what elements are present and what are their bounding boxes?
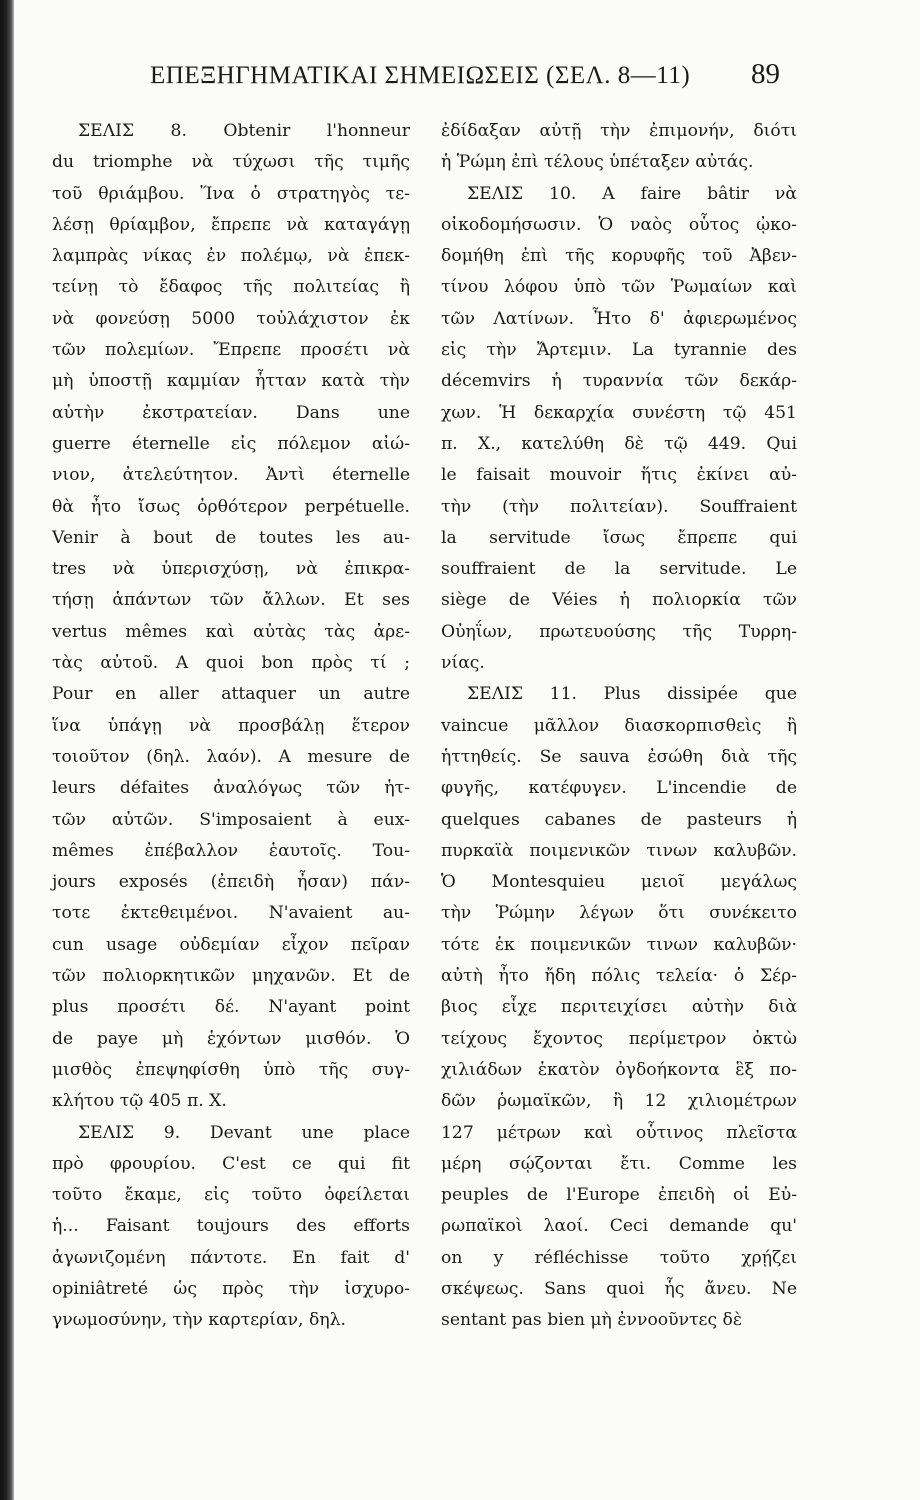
right-column bbox=[441, 116, 797, 1337]
text-line: on y réfléchisse τοῦτο χρῄζει bbox=[441, 1247, 797, 1268]
text-line: μισθὸς ἐπεψηφίσθη ὑπὸ τῆς συγ- bbox=[52, 1059, 410, 1080]
text-line: δομήθη ἐπὶ τῆς κορυφῆς τοῦ Ἀβεν- bbox=[441, 246, 797, 267]
text-line: plus προσέτι δέ. N'ayant point bbox=[52, 997, 410, 1018]
text-line: πρὸ φρουρίου. C'est ce qui fit bbox=[52, 1153, 410, 1174]
text-line: τοιοῦτον (δηλ. λαόν). A mesure de bbox=[52, 746, 410, 767]
text-line: mêmes ἐπέβαλλον ἑαυτοῖς. Tou- bbox=[52, 840, 410, 861]
text-line: tres νὰ ὑπερισχύσῃ, νὰ ἐπικρα- bbox=[52, 559, 410, 580]
text-line: souffraient de la servitude. Le bbox=[441, 559, 797, 580]
text-line: τοῦτο ἔκαμε, εἰς τοῦτο ὀφείλεται bbox=[52, 1185, 410, 1206]
text-line: λέσῃ θρίαμβον, ἔπρεπε νὰ καταγάγῃ bbox=[52, 214, 410, 235]
text-line: siège de Véies ἡ πολιορκία τῶν bbox=[441, 590, 797, 611]
text-line: Pour en aller attaquer un autre bbox=[52, 684, 410, 705]
text-line: τότε ἐκ ποιμενικῶν τινων καλυβῶν· bbox=[441, 934, 797, 955]
text-line: la servitude ἴσως ἔπρεπε qui bbox=[441, 527, 797, 548]
text-line: Venir à bout de toutes les au- bbox=[52, 527, 410, 548]
text-line: τείνῃ τὸ ἔδαφος τῆς πολιτείας ἢ bbox=[52, 277, 410, 298]
text-line: du triomphe νὰ τύχωσι τῆς τιμῆς bbox=[52, 152, 410, 173]
text-line: guerre éternelle εἰς πόλεμον αἰώ- bbox=[52, 433, 410, 454]
text-line: νίας. bbox=[441, 653, 485, 674]
text-line: μέρη σῴζονται ἔτι. Comme les bbox=[441, 1153, 797, 1174]
text-line: τοτε ἐκτεθειμένοι. N'avaient au- bbox=[52, 903, 410, 924]
text-line: τείχους ἔχοντος περίμετρον ὀκτὼ bbox=[441, 1028, 797, 1049]
text-line: le faisait mouvoir ἥτις ἐκίνει αὐ- bbox=[441, 465, 797, 486]
text-line: μὴ ὑποστῇ καμμίαν ἧτταν κατὰ τὴν bbox=[52, 371, 410, 392]
text-line: opiniâtreté ὡς πρὸς τὴν ἰσχυρο- bbox=[52, 1278, 410, 1299]
text-line: jours exposés (ἐπειδὴ ἦσαν) πάν- bbox=[52, 872, 410, 893]
text-line: τῶν αὐτῶν. S'imposaient à eux- bbox=[52, 809, 410, 830]
text-line: peuples de l'Europe ἐπειδὴ οἱ Εὐ- bbox=[441, 1185, 797, 1206]
text-line: ἵνα ὑπάγῃ νὰ προσβάλῃ ἕτερον bbox=[52, 715, 410, 736]
text-line: quelques cabanes de pasteurs ἡ bbox=[441, 809, 797, 830]
text-line: sentant pas bien μὴ ἐννοοῦντες δὲ bbox=[441, 1310, 743, 1331]
text-line: τὴν Ῥώμην λέγων ὅτι συνέκειτο bbox=[441, 903, 797, 924]
text-line: οἰκοδομήσωσιν. Ὁ ναὸς οὗτος ᾠκο- bbox=[441, 214, 797, 235]
text-line: τίνου λόφου ὑπὸ τῶν Ῥωμαίων καὶ bbox=[441, 277, 797, 298]
text-line: νὰ φονεύσῃ 5000 τοὐλάχιστον ἐκ bbox=[52, 308, 410, 329]
text-line: φυγῆς, κατέφυγεν. L'incendie de bbox=[441, 778, 797, 799]
page-number: 89 bbox=[751, 58, 780, 90]
text-line: τῶν πολεμίων. Ἔπρεπε προσέτι νὰ bbox=[52, 340, 410, 361]
text-line: ΣΕΛΙΣ 8. Obtenir l'honneur bbox=[78, 121, 410, 141]
text-line: τῶν πολιορκητικῶν μηχανῶν. Et de bbox=[52, 966, 410, 987]
text-line: vertus mêmes καὶ αὐτὰς τὰς ἀρε- bbox=[52, 621, 410, 642]
text-line: γνωμοσύνην, τὴν καρτερίαν, δηλ. bbox=[52, 1310, 346, 1331]
text-line: 127 μέτρων καὶ οὗτινος πλεῖστα bbox=[441, 1122, 797, 1143]
text-line: τήσῃ ἁπάντων τῶν ἄλλων. Et ses bbox=[52, 590, 410, 611]
text-line: νιον, ἀτελεύτητον. Ἀντὶ éternelle bbox=[52, 465, 410, 486]
text-line: ἡ Ῥώμη ἐπὶ τέλους ὑπέταξεν αὐτάς. bbox=[441, 152, 754, 173]
text-line: décemvirs ἡ τυραννία τῶν δεκάρ- bbox=[441, 371, 797, 392]
text-line: κλήτου τῷ 405 π. Χ. bbox=[52, 1091, 227, 1112]
text-line: τοῦ θριάμβου. Ἵνα ὁ στρατηγὸς τε- bbox=[52, 183, 410, 204]
text-line: leurs défaites ἀναλόγως τῶν ἡτ- bbox=[52, 778, 410, 799]
text-line: θὰ ἦτο ἴσως ὀρθότερον perpétuelle. bbox=[52, 496, 410, 517]
text-line: Ὁ Montesquieu μειοῖ μεγάλως bbox=[441, 872, 797, 893]
text-line: τὴν (τὴν πολιτείαν). Souffraient bbox=[441, 496, 797, 517]
text-line: ἀγωνιζομένη πάντοτε. En fait d' bbox=[52, 1247, 410, 1268]
page-header bbox=[150, 58, 780, 98]
text-line: βιος εἶχε περιτειχίσει αὐτὴν διὰ bbox=[441, 997, 797, 1018]
text-line: vaincue μᾶλλον διασκορπισθεὶς ἢ bbox=[441, 715, 797, 736]
text-line: αὐτὴν ἐκστρατείαν. Dans une bbox=[52, 402, 410, 423]
text-line: ΣΕΛΙΣ 10. A faire bâtir νὰ bbox=[467, 183, 797, 204]
text-line: ΣΕΛΙΣ 11. Plus dissipée que bbox=[467, 684, 797, 705]
text-line: τῶν Λατίνων. Ἦτο δ' ἀφιερωμένος bbox=[441, 308, 797, 329]
text-line: Οὐηΐων, πρωτευούσης τῆς Τυρρη- bbox=[441, 621, 797, 642]
text-line: τὰς αὐτοῦ. A quoi bon πρὸς τί ; bbox=[52, 653, 410, 674]
text-line: σκέψεως. Sans quoi ἧς ἄνευ. Ne bbox=[441, 1278, 797, 1299]
text-line: ἡ... Faisant toujours des efforts bbox=[52, 1216, 410, 1237]
text-line: cun usage οὐδεμίαν εἶχον πεῖραν bbox=[52, 934, 410, 955]
text-line: δῶν ῥωμαϊκῶν, ἢ 12 χιλιομέτρων bbox=[441, 1091, 797, 1112]
text-line: λαμπρὰς νίκας ἐν πολέμῳ, νὰ ἐπεκ- bbox=[52, 246, 410, 267]
text-line: π. Χ., κατελύθη δὲ τῷ 449. Qui bbox=[441, 433, 797, 454]
text-line: εἰς τὴν Ἄρτεμιν. La tyrannie des bbox=[441, 340, 797, 361]
running-title: ΕΠΕΞΗΓΗΜΑΤΙΚΑΙ ΣΗΜΕΙΩΣΕΙΣ (ΣΕΛ. 8—11) bbox=[150, 62, 691, 89]
text-line: ἡττηθείς. Se sauva ἐσώθη διὰ τῆς bbox=[441, 746, 797, 767]
text-line: χων. Ἡ δεκαρχία συνέστη τῷ 451 bbox=[441, 402, 797, 423]
left-column bbox=[52, 116, 410, 1337]
text-line: πυρκαϊὰ ποιμενικῶν τινων καλυβῶν. bbox=[441, 840, 797, 861]
binding-edge bbox=[0, 0, 14, 1500]
text-line: ΣΕΛΙΣ 9. Devant une place bbox=[78, 1122, 410, 1143]
text-line: αὐτὴ ἦτο ἤδη πόλις τελεία· ὁ Σέρ- bbox=[441, 966, 797, 987]
text-line: ἐδίδαξαν αὐτῇ τὴν ἐπιμονήν, διότι bbox=[441, 121, 797, 141]
text-line: ρωπαϊκοὶ λαοί. Ceci demande qu' bbox=[441, 1216, 797, 1237]
text-line: χιλιάδων ἑκατὸν ὀγδοήκοντα ἓξ πο- bbox=[441, 1059, 797, 1080]
text-line: de paye μὴ ἐχόντων μισθόν. Ὁ bbox=[52, 1028, 410, 1049]
